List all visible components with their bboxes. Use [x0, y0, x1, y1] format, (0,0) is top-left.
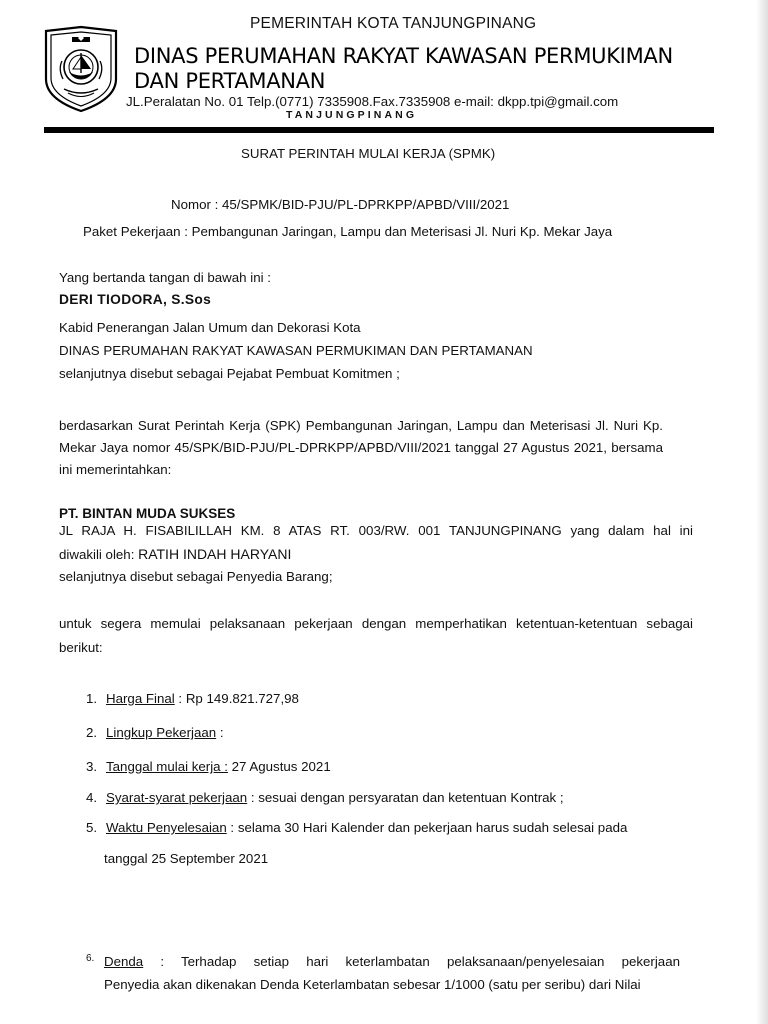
instruction-line-1: untuk segera memulai pelaksanaan pekerjaan dengan memperhatikan ketentuan-ketentuan sebagai — [59, 616, 693, 631]
item-continuation: tanggal 25 September 2021 — [104, 851, 269, 866]
item-label: Syarat-syarat pekerjaan — [106, 790, 248, 805]
document-title: SURAT PERINTAH MULAI KERJA (SPMK) — [241, 146, 496, 161]
item-text: : selama 30 Hari Kalender dan pekerjaan harus sudah selesai pada — [226, 820, 628, 835]
provider-representative: RATIH INDAH HARYANI — [138, 545, 292, 562]
office-address: JL.Peralatan No. 01 Telp.(0771) 7335908.Fax.7335908 e-mail: dkpp.tpi@gmail.com — [126, 94, 619, 109]
page-edge-shadow — [756, 0, 768, 1024]
represented-by-label: diwakili oleh: — [59, 546, 135, 562]
provider-role: selanjutnya disebut sebagai Penyedia Barang; — [59, 569, 333, 584]
list-item: 4. Syarat-syarat pekerjaan : sesuai dengan persyaratan dan ketentuan Kontrak ; — [86, 790, 564, 805]
basis-paragraph: berdasarkan Surat Perintah Kerja (SPK) Pembangunan Jaringan, Lampu dan Meterisasi Jl. Nuri Kp. Mekar Jaya nomor 45/SPK/BID-PJU/PL-DPRKPP/APBD/VIII/2021 tanggal 27 Agustus 2021, bersama ini memerintahkan: — [59, 418, 663, 477]
work-package: Paket Pekerjaan : Pembangunan Jaringan, Lampu dan Meterisasi Jl. Nuri Kp. Mekar Jaya — [83, 224, 613, 239]
list-item: 5. Waktu Penyelesaian : selama 30 Hari Kalender dan pekerjaan harus sudah selesai pada — [86, 820, 628, 835]
provider-company: PT. BINTAN MUDA SUKSES — [59, 506, 236, 521]
item-first-line — [104, 950, 680, 973]
department-name-line-2: DAN PERTAMANAN — [134, 69, 326, 93]
signatory-department: DINAS PERUMAHAN RAKYAT KAWASAN PERMUKIMAN DAN PERTAMANAN — [59, 343, 533, 358]
city-emblem-logo — [42, 25, 120, 113]
document-number: Nomor : 45/SPMK/BID-PJU/PL-DPRKPP/APBD/VIII/2021 — [171, 197, 510, 212]
item-label: Lingkup Pekerjaan — [106, 725, 217, 740]
item-text: : sesuai dengan persyaratan dan ketentuan Kontrak ; — [247, 790, 564, 805]
list-item: 2. Lingkup Pekerjaan : — [86, 725, 224, 740]
office-city: TANJUNGPINANG — [286, 109, 418, 121]
item-label: Tanggal mulai kerja : — [106, 759, 228, 774]
item-number: 6. — [86, 953, 95, 964]
list-item: 1. Harga Final : Rp 149.821.727,98 — [86, 691, 299, 706]
provider-address: JL RAJA H. FISABILILLAH KM. 8 ATAS RT. 003/RW. 001 TANJUNGPINANG yang dalam hal ini — [59, 523, 693, 538]
list-item — [104, 950, 680, 996]
item-text: : — [216, 725, 224, 740]
department-name-line-1: DINAS PERUMAHAN RAKYAT KAWASAN PERMUKIMAN — [134, 44, 673, 68]
signatory-name: DERI TIODORA, S.Sos — [59, 292, 212, 307]
item-text: 27 Agustus 2021 — [227, 759, 331, 774]
item-label: Waktu Penyelesaian — [106, 820, 227, 835]
provider-details — [59, 520, 693, 566]
government-name: PEMERINTAH KOTA TANJUNGPINANG — [250, 15, 537, 32]
letterhead-divider — [44, 127, 714, 133]
signatory-role: selanjutnya disebut sebagai Pejabat Pembuat Komitmen ; — [59, 366, 400, 381]
signatory-intro: Yang bertanda tangan di bawah ini : — [59, 270, 271, 285]
list-item: 3. Tanggal mulai kerja : 27 Agustus 2021 — [86, 759, 331, 774]
item-text: : Terhadap setiap hari keterlambatan pelaksanaan/penyelesaian pekerjaan — [143, 954, 680, 969]
item-text: : Rp 149.821.727,98 — [174, 691, 299, 706]
item-continuation: Penyedia akan dikenakan Denda Keterlambatan sebesar 1/1000 (satu per seribu) dari Nilai — [104, 977, 641, 992]
department-name — [134, 44, 694, 94]
item-label: Denda — [104, 954, 144, 969]
signatory-position: Kabid Penerangan Jalan Umum dan Dekorasi Kota — [59, 320, 361, 335]
instruction-line-2: berikut: — [59, 640, 103, 655]
instruction-paragraph — [59, 612, 693, 660]
item-label: Harga Final — [106, 691, 175, 706]
